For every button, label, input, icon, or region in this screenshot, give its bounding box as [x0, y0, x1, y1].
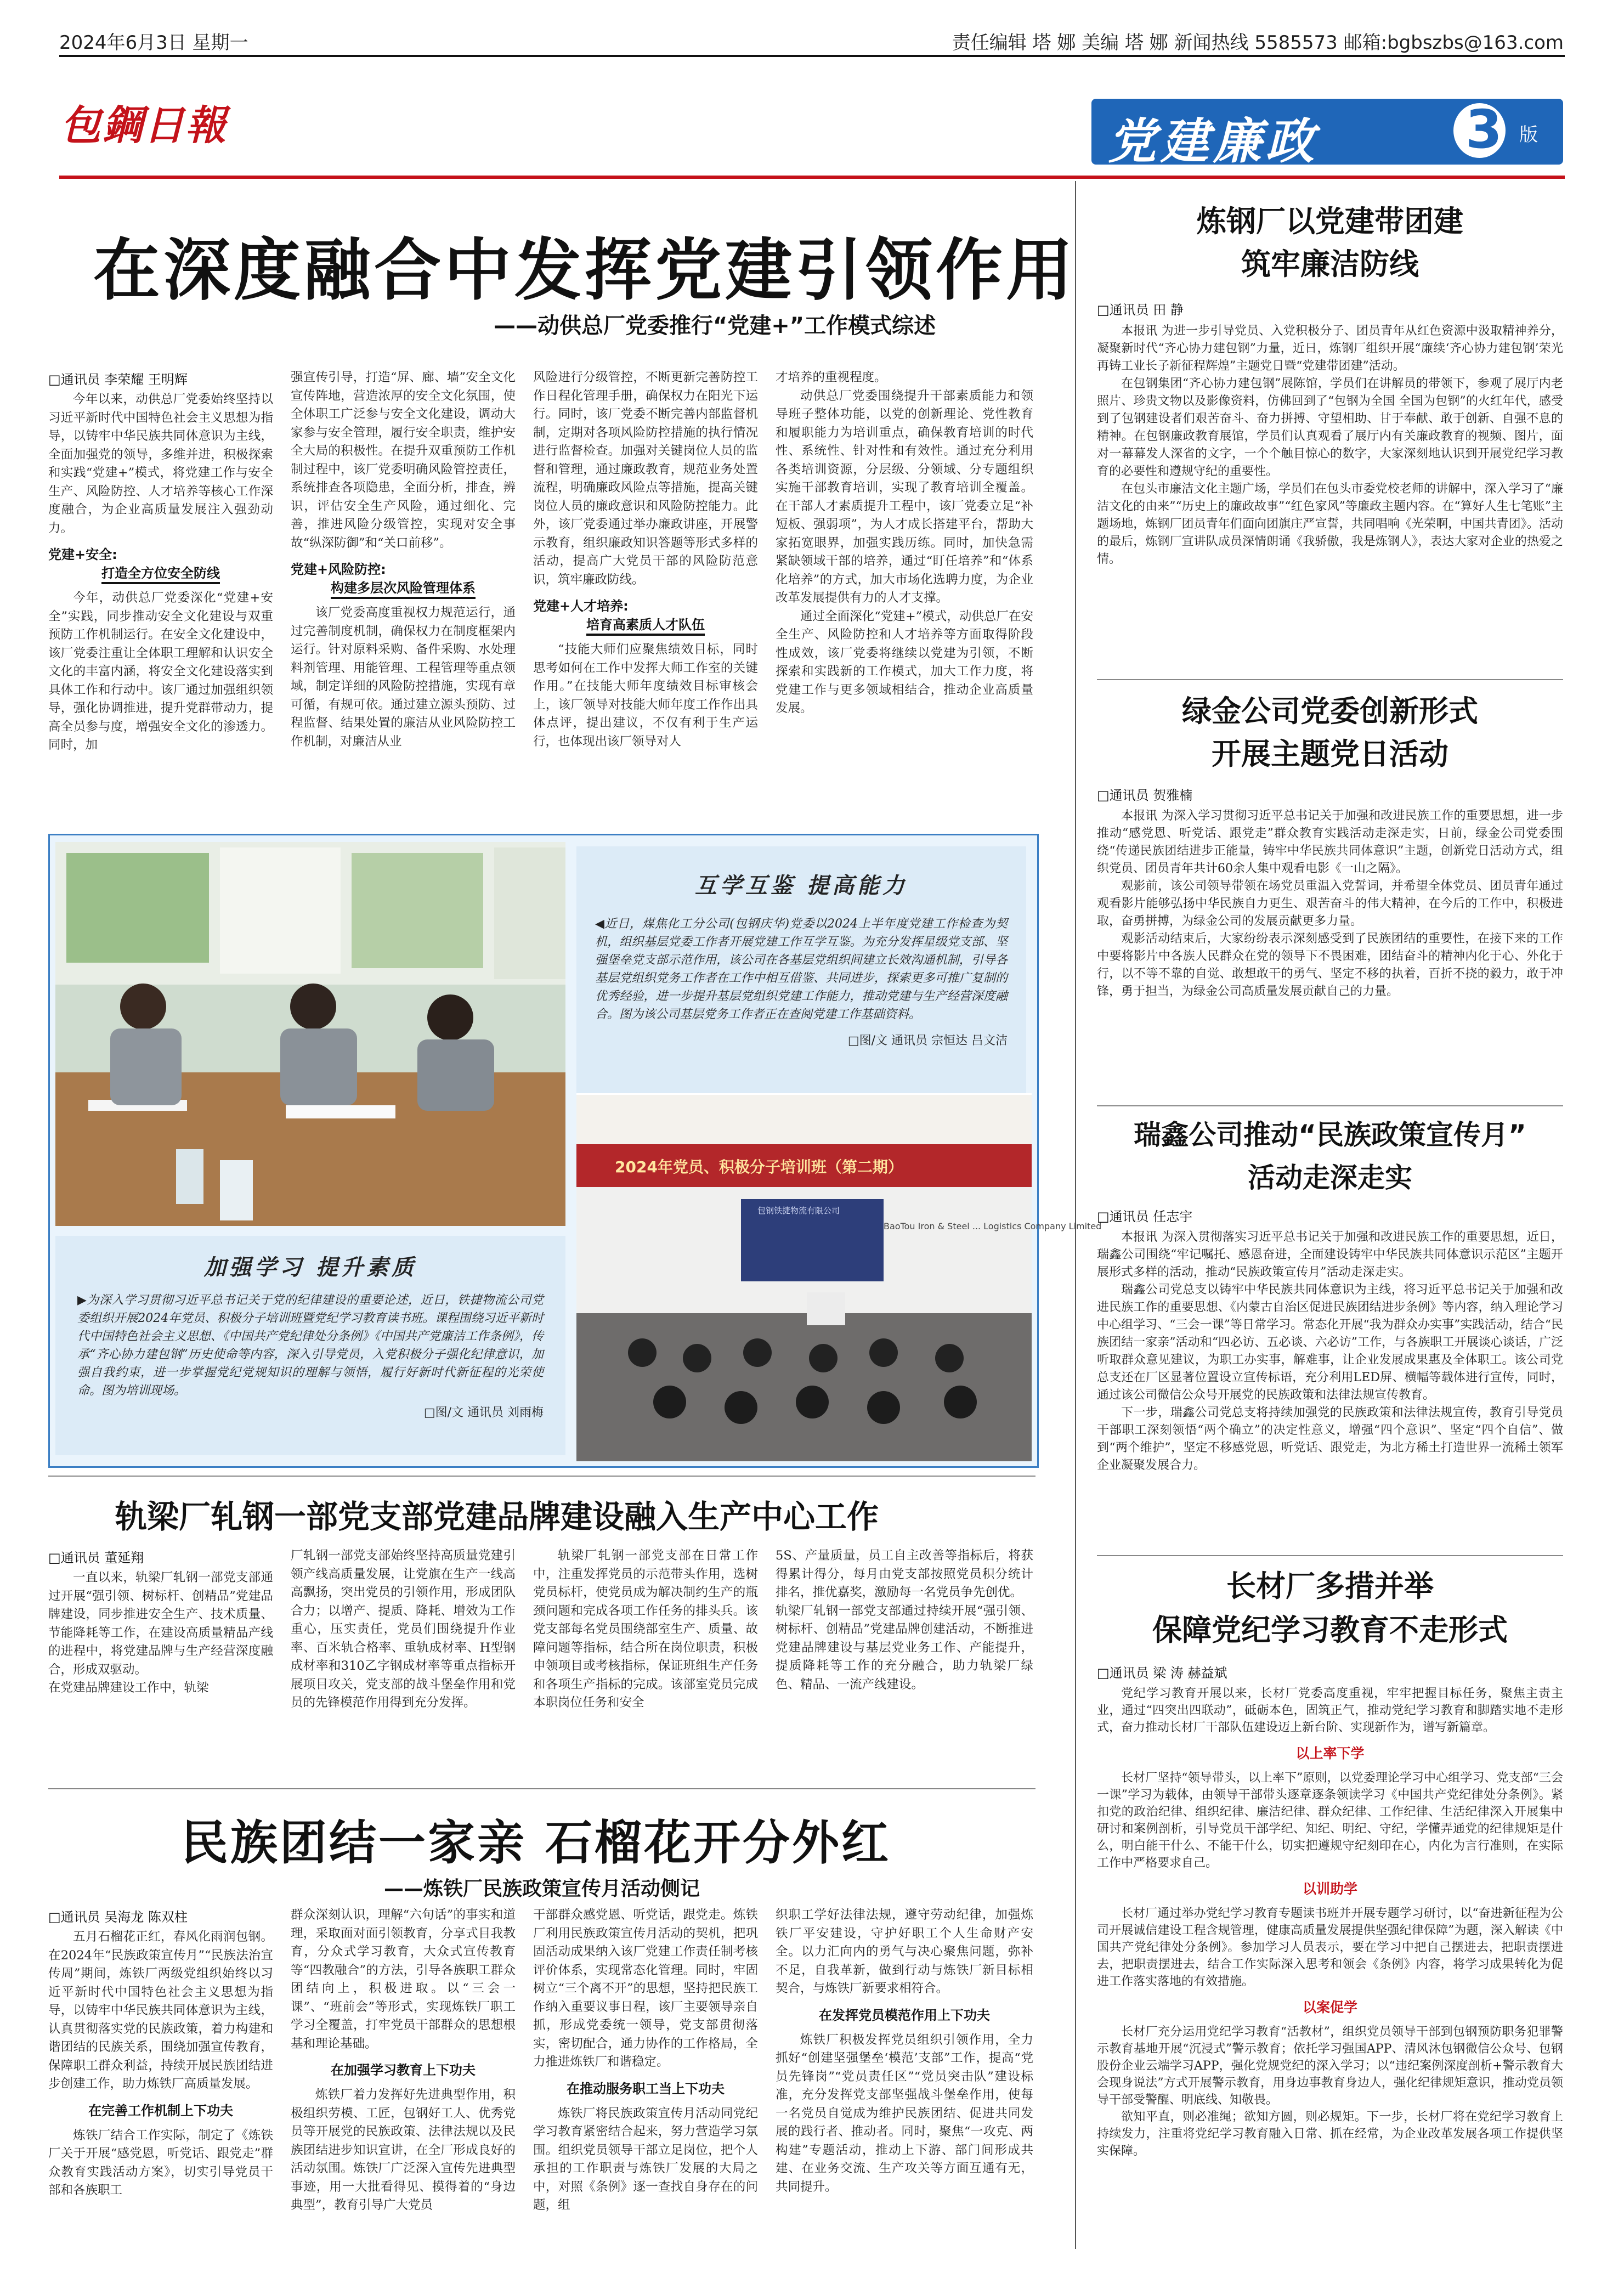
training-hall-illustration: [576, 1095, 1032, 1461]
paragraph: 在包钢集团“齐心协力建包钢”展陈馆，学员们在讲解员的带领下，参观了展厅内老照片、珍贵文物以及影像资料，仿佛回到了“包钢为全国 全国为包钢”的火红年代，感受到了包钢建设者们艰苦奋斗、奋力拼搏、守望相助、甘于奉献、敢于创新、自强不息的精神。在包钢廉政教育展馆，学员们认真观看了展厅内有关廉政教育的视频、图片，面对一幕幕发人深省的文字，一个个触目惊心的数字，大家深刻地认识到开展党纪学习教育的必要性和遵规守纪的重要性。: [1097, 377, 1563, 478]
masthead-rule: [59, 176, 1565, 179]
subhead-text: 构建多层次风险管理体系: [331, 580, 476, 599]
right-article-4-title: [1097, 1564, 1563, 1652]
right-rule-1: [1097, 679, 1563, 680]
bottom-column-1: [48, 1928, 273, 2252]
bottom-subtitle: ——炼铁厂民族政策宣传月活动侧记: [384, 1878, 700, 1900]
paragraph: 党纪学习教育开展以来，长材厂党委高度重视，牢牢把握目标任务，聚焦主责主业，通过“四突出四联动”，砥砺本色，固筑正气，推动党纪学习教育和脚踏实地不走形式，奋力推动长材厂干部队伍建设迈上新台阶、实现新作为，谱写新篇章。: [1097, 1687, 1563, 1734]
issue-date: 2024年6月3日 星期一: [59, 32, 248, 54]
paragraph: 才培养的重视程度。: [776, 370, 887, 385]
paragraph: 本报讯 为深入学习贯彻习近平总书记关于加强和改进民族工作的重要思想，进一步推动“感党恩、听党话、跟党走”群众教育实践活动走深走实，日前，绿金公司党委围绕“传递民族团结进步正能量，铸牢中华民族共同体意识”主题，创新党日活动方式，组织党员、团员青年共计60余人集中观看电影《一山之隔》。: [1097, 809, 1563, 875]
section-title: 党建廉政: [1108, 113, 1319, 169]
lead-subhead-1: [48, 545, 273, 583]
subhead-text: 打造全方位安全防线: [101, 566, 220, 584]
right-article-4-byline: □通讯员 梁 涛 赫益斌: [1097, 1665, 1227, 1681]
right-article-1-byline: □通讯员 田 静: [1097, 302, 1184, 318]
right-article-3-byline: □通讯员 任志宇: [1097, 1209, 1193, 1224]
right-article-1-title: [1097, 200, 1563, 286]
bottom-subhead-2: 在加强学习教育上下功夫: [331, 2062, 476, 2078]
lead-subhead-2: [291, 560, 516, 597]
editor-line: 责任编辑 塔 娜 美编 塔 娜 新闻热线 5585573 邮箱:bgbszbs@163.com: [952, 32, 1564, 54]
bottom-byline: □通讯员 吴海龙 陈双柱: [48, 1909, 188, 1925]
title-line: 开展主题党日活动: [1212, 737, 1448, 771]
page-number-circle: [1453, 99, 1506, 160]
caption-panel-left: [55, 1236, 565, 1455]
paragraph: 织职工学好法律法规，遵守劳动纪律，加强炼铁厂平安建设，守护好职工个人生命财产安全。以力汇向内的勇气与决心聚焦问题，弥补不足，自我革新，做到行动与炼铁厂新目标相契合，与炼铁厂新要求相符合。: [776, 1908, 1033, 1996]
right-article-4-subhead-3: 以案促学: [1302, 1999, 1357, 2015]
caption-text-right: ◀近日，煤焦化工分公司(包钢庆华)党委以2024上半年度党建工作检查为契机，组织基层党委工作者开展党建工作互学互鉴。为充分发挥星级党支部、坚强堡垒党支部示范作用，该公司在各基层党组织间建立长效沟通机制，引导各基层党组织党务工作者在工作中相互借鉴、共同进步，探索更多可推广复制的优秀经验，进一步提升基层党组织党建工作能力，推动党建与生产经营深度融合。图为该公司基层党务工作者正在查阅党建工作基础资料。: [595, 917, 1008, 1021]
paragraph: 欲知平直，则必准绳；欲知方圆，则必规矩。下一步，长材厂将在党纪学习教育上持续发力，注重将党纪学习教育融入日常、抓在经常，为企业改革发展各项工作提供坚实保障。: [1097, 2110, 1563, 2158]
bottom-column-3: [533, 1906, 758, 2252]
bottom-title: 民族团结一家亲 石榴花开分外红: [181, 1816, 891, 1870]
subhead-prefix: 党建+人才培养:: [533, 598, 629, 614]
bottom-column-4: [776, 1906, 1033, 2252]
paragraph: 长材厂充分运用党纪学习教育“活教材”，组织党员领导干部到包钢预防职务犯罪警示教育基地开展“沉浸式”警示教育；依托学习强国APP、清风沐包钢微信公众号、包钢股份企业云端学习APP，强化党规党纪的深入学习；以“违纪案例深度剖析+警示教育大会现身说法”方式开展警示教育，用身边事教育身边人，强化纪律规矩意识，推动党员领导干部受警醒、明底线、知敬畏。: [1097, 2025, 1563, 2107]
bottom-top-rule: [48, 1788, 1035, 1789]
header-rule: [59, 55, 1565, 57]
caption-title-left: 加强学习 提升素质: [204, 1254, 417, 1280]
section-banner: [1091, 99, 1563, 169]
right-rule-3: [1097, 1555, 1563, 1556]
right-article-4-subhead-2: 以训助学: [1302, 1881, 1357, 1897]
paragraph: 动供总厂党委围绕提升干部素质能力和领导班子整体功能，以党的创新理论、党性教育和履职能力为培训重点，确保教育培训的时代性、系统性、针对性和有效性。通过充分利用各类培训资源，分层级、分领域、分专题组织实施干部教育培训，实现了教育培训全覆盖。在干部人才素质提升工程中，该厂党委立足“补短板、强弱项”，为人才成长搭建平台，帮助大家拓宽眼界，加强实践历练。同时，加快急需紧缺领域干部的培养，通过“盯任培养”和“体系化培养”的方式，加大市场化选聘力度，为企业改革发展提供有力的人才支撑。: [776, 388, 1033, 605]
paragraph: 五月石榴花正红，春风化雨润包钢。在2024年“民族政策宣传月”“民族法治宣传周”期间，炼铁厂两级党组织始终以习近平新时代中国特色社会主义思想为指导，以铸牢中华民族共同体意识为主线，认真贯彻落实党的民族政策，着力构建和谐团结的民族关系，围绕加强宣传教育，保障职工群众利益，持续开展民族团结进步创建工作，助力炼铁厂高质量发展。: [48, 1930, 273, 2091]
paragraph: 长材厂坚持“领导带头，以上率下”原则，以党委理论学习中心组学习、党支部“三会一课”学习为载体，由领导干部带头逐章逐条领读学习《中国共产党纪律处分条例》。紧扣党的政治纪律、组织纪律、廉洁纪律、群众纪律、工作纪律、生活纪律深入开展集中研讨和案例剖析，引导党员干部学纪、知纪、明纪、守纪，学懂弄通党的纪律规矩是什么，明白能干什么、不能干什么，切实把遵规守纪刻印在心，内化为言行准则，在实际工作中严格要求自己。: [1097, 1771, 1563, 1870]
paragraph: 炼铁厂结合工作实际，制定了《炼铁厂关于开展“感党恩，听党话、跟党走”群众教育实践活动方案》，切实引导党员干部和各族职工: [48, 2128, 273, 2197]
title-line: 保障党纪学习教育不走形式: [1152, 1613, 1508, 1647]
lead-subhead-3: [533, 597, 758, 634]
middle-column-1: 一直以来，轨梁厂轧钢一部党支部通过开展“强引领、树标杆、创精品”党建品牌建设，同步推进安全生产、技术质量、节能降耗等工作，在建设高质量精品产线的进程中，将党建品牌与生产经营深度融合，形成双驱动。 在党建品牌建设工作中，轨梁: [48, 1570, 273, 1695]
title-line: 长材厂多措并举: [1226, 1569, 1434, 1603]
subhead-prefix: 党建+风险防控:: [291, 562, 386, 577]
subhead-text: 培育高素质人才队伍: [586, 617, 705, 636]
paragraph: 今年以来，动供总厂党委始终坚持以习近平新时代中国特色社会主义思想为指导，以铸牢中华民族共同体意识为主线，全面加强党的领导，多维并进，积极探索和实践“党建+”模式，将党建工作与安全生产、风险防控、人才培养等核心工作深度融合，为企业高质量发展注入强劲动力。: [48, 392, 273, 535]
caption-title-right: 互学互鉴 提高能力: [695, 873, 908, 898]
title-line: 活动走深走实: [1248, 1162, 1412, 1194]
subhead-prefix: 党建+安全:: [48, 547, 117, 562]
middle-top-rule: [48, 1476, 1035, 1477]
lead-subtitle: ——动供总厂党委推行“党建+”工作模式综述: [494, 313, 936, 338]
page-suffix: 版: [1519, 124, 1538, 146]
title-line: 筑牢廉洁防线: [1241, 247, 1419, 281]
paragraph: 本报讯 为深入贯彻落实习近平总书记关于加强和改进民族工作的重要思想，近日，瑞鑫公司围绕“牢记嘱托、感恩奋进，全面建设铸牢中华民族共同体意识示范区”主题开展形式多样的活动，推动“民族政策宣传月”活动走深走实。: [1097, 1230, 1563, 1279]
paragraph: 通过全面深化“党建+”模式，动供总厂在安全生产、风险防控和人才培养等方面取得阶段性成效，该厂党委将继续以党建为引领，不断探索和实践新的工作模式，加大工作力度，将党建工作与更多领域相结合，推动企业高质量发展。: [776, 609, 1033, 715]
title-line: 瑞鑫公司推动“民族政策宣传月”: [1134, 1119, 1526, 1151]
hall-wall-text: BaoTou Iron & Steel ... Logistics Company Limited: [884, 1221, 1102, 1231]
right-article-3-body: [1097, 1229, 1563, 1552]
lead-title: 在深度融合中发挥党建引领作用: [93, 231, 1076, 309]
caption-text-left: ▶为深入学习贯彻习近平总书记关于党的纪律建设的重要论述，近日，铁捷物流公司党委组织开展2024年党员、积极分子培训班暨党纪学习教育读书班。课程围绕习近平新时代中国特色社会主义思想、《中国共产党纪律处分条例》《中国共产党廉洁工作条例》，传承“齐心协力建包钢”历史使命等内容，深入引导党员，入党积极分子强化纪律意识，加强自我约束，进一步掌握党纪党规知识的理解与领悟，履行好新时代新征程的光荣使命。图为培训现场。: [77, 1293, 544, 1398]
middle-column-3: 轨梁厂轧钢一部党支部在日常工作中，注重发挥党员的示范带头作用，选树党员标杆，使党员成为解决制约生产的瓶颈问题和完成各项工作任务的排头兵。该党支部每名党员围绕部室生产、质量、故障问题等指标，结合所在岗位职责，积极申领项目或考核指标，保证班组生产任务和各项生产指标的完成。该部室党员完成本职岗位任务和安全: [533, 1548, 758, 1710]
right-article-2-title: [1097, 690, 1563, 776]
title-line: 绿金公司党委创新形式: [1182, 694, 1478, 728]
photo-office-meeting: [55, 842, 565, 1226]
paragraph: 下一步，瑞鑫公司党总支将持续加强党的民族政策和法律法规宣传，教育引导党员干部职工深刻领悟“两个确立”的决定性意义，增强“四个意识”、坚定“四个自信”、做到“两个维护”，坚定不移感党恩，听党话、跟党走，为北方稀土打造世界一流稀土领军企业凝聚发展合力。: [1097, 1406, 1563, 1472]
paragraph: 在包头市廉洁文化主题广场，学员们在包头市委党校老师的讲解中，深入学习了“廉洁文化的由来”“历史上的廉政故事”“红色家风”等廉政主题内容。在“算好人生七笔账”主题场地，炼钢厂团员青年们面向团旗庄严宣誓，共同唱响《光荣啊，中国共青团》。活动的最后，炼钢厂宣讲队成员深情朗诵《我骄傲，我是炼钢人》，表达大家对企业的热爱之情。: [1097, 482, 1563, 566]
right-article-4-subhead-1: 以上率下学: [1295, 1745, 1365, 1761]
office-meeting-illustration: [55, 842, 565, 1226]
photo-training-hall: [576, 1093, 1102, 1461]
middle-column-4: 5S、产量质量，员工自主改善等指标后，将获得累计得分，每月由党支部按照党员积分统计排名，推优嘉奖，激励每一名党员争先创优。 轨梁厂轧钢一部党支部通过持续开展“强引领、树标杆、创精品”党建品牌创建活动，不断推进党建品牌建设与基层党业务工作、产能提升，提质降耗等工作的充分融合，助力轨梁厂绿色、精品、一流产线建设。: [776, 1548, 1033, 1692]
middle-byline: □通讯员 董延翔: [48, 1550, 144, 1565]
caption-credit-right: □图/文 通讯员 宗恒达 吕文洁: [847, 1034, 1008, 1048]
right-rule-2: [1097, 1105, 1563, 1106]
title-line: 炼钢厂以党建带团建: [1197, 204, 1463, 239]
hall-screen-company: 包钢铁捷物流有限公司: [757, 1206, 840, 1216]
bottom-subhead-3: 在推动服务职工当上下功夫: [567, 2081, 725, 2096]
paragraph: 干部群众感党恩、听党话，跟党走。炼铁厂利用民族政策宣传月活动的契机，把巩固活动成果纳入该厂党建工作责任制考核评价体系，实现常态化管理。同时，牢固树立“三个离不开”的思想，坚持把民族工作纳入重要议事日程，该厂主要领导亲自抓，形成党委统一领导，党支部贯彻落实，密切配合，通力协作的工作格局，全力推进炼铁厂和谐稳定。: [533, 1908, 758, 2069]
right-article-4-body: [1097, 1685, 1563, 2250]
masthead-logo: 包鋼日報: [60, 102, 227, 149]
paragraph: 瑞鑫公司党总支以铸牢中华民族共同体意识为主线，将习近平总书记关于加强和改进民族工作的重要思想、《内蒙古自治区促进民族团结进步条例》等内容，纳入理论学习中心组学习、“三会一课”等日常学习。常态化开展“我为群众办实事”实践活动，结合“民族团结一家亲”活动和“四必访、五必谈、六必访”工作，与各族职工开展谈心谈话，广泛听取群众意见建议，为职工办实事，解难事，让企业发展成果惠及全体职工。该公司党总支还在厂区显著位置设立宣传标语，充分利用LED屏、横幅等载体进行宣传，同时，通过该公司微信公众号开展党的民族政策和法律法规宣传教育。: [1097, 1283, 1563, 1402]
paragraph: “技能大师们应聚焦绩效目标，同时思考如何在工作中发挥大师工作室的关键作用。”在技能大师年度绩效目标审核会上，该厂领导对技能大师年度工作作出具体点评，提出建议，不仅有利于生产运行，也体现出该厂领导对人: [533, 642, 758, 749]
paragraph: 本报讯 为进一步引导党员、入党积极分子、团员青年从红色资源中汲取精神养分，凝聚新时代“齐心协力建包钢”力量，近日，炼钢厂组织开展“廉续‘齐心协力建包钢’荣光 再铸工业长子新征程辉煌”主题党日暨“党建带团建”活动。: [1097, 324, 1563, 373]
right-article-3-title: [1097, 1114, 1563, 1199]
paragraph: 炼铁厂积极发挥党员组织引领作用，全力抓好“创建坚强堡垒‘模范’支部”工作，提高“党员先锋岗”“党员责任区”“党员突击队”建设标准，充分发挥党支部坚强战斗堡垒作用，使每一名党员自觉成为维护民族团结、促进共同发展的践行者、推动者。同时，聚焦“一攻克、两构建”专题活动，推动上下游、部门间形成共建、在业务交流、生产攻关等方面互通有无，共同提升。: [776, 2032, 1033, 2194]
paragraph: 该厂党委高度重视权力规范运行，通过完善制度机制，确保权力在制度框架内运行。针对原料采购、备件采购、水处理料剂管理、用能管理、工程管理等重点领域，制定详细的风险防控措施，实现有章可循，有规可依。通过建立源头预防、过程监督、结果处置的廉洁从业风险防控工作机制，对廉洁从业: [291, 606, 516, 749]
right-article-1-body: [1097, 323, 1563, 674]
paragraph: 观影活动结束后，大家纷纷表示深刻感受到了民族团结的重要性，在接下来的工作中要将影片中各族人民群众在党的领导下不畏困难，团结奋斗的精神内化于心、外化于行，以不等不靠的自觉、敢想敢干的勇气、坚定不移的执着，百折不挠的毅力，敢于冲锋，勇于担当，为绿金公司高质量发展贡献自己的力量。: [1097, 932, 1563, 998]
paragraph: 长材厂通过举办党纪学习教育专题读书班并开展专题学习研讨，以“奋进新征程为公司开展诚信建设工程含规管理，健康高质量发展提供坚强纪律保障”为题，深入解读《中国共产党纪律处分条例》。参加学习人员表示，要在学习中把自己摆进去，把职责摆进去，把职责摆进去，结合工作实际深入思考和领会《条例》内容，将学习成果转化为促进工作落实落地的有效措施。: [1097, 1907, 1563, 1988]
lead-byline: □通讯员 李荣耀 王明辉: [48, 372, 188, 387]
paragraph: 炼铁厂着力发挥好先进典型作用，积极组织劳模、工匠，包钢好工人、优秀党员等开展党的民族政策、法律法规以及民族团结进步知识宣讲，在全厂形成良好的活动氛围。炼铁厂广泛深入宣传先进典型事迹，用一大批看得见、摸得着的“身边典型”，教育引导广大党员: [291, 2088, 516, 2212]
paragraph: 群众深刻认识，理解“六句话”的事实和道理，采取面对面引领教育，分享式目我教育，分众式学习教育，大众式宣传教育等“四教融合”的方法，引导各族职工群众团结向上，积极进取。以“三会一课”、“班前会”等形式，实现炼铁厂职工学习全覆盖，打牢党员干部群众的思想根基和理论基础。: [291, 1908, 516, 2051]
right-column-divider: [1075, 181, 1076, 2249]
paragraph: 观影前，该公司领导带领在场党员重温入党誓词，并希望全体党员、团员青年通过观看影片能够弘扬中华民族自力更生、艰苦奋斗的伟大精神，在今后的工作中，积极进取，奋勇拼搏，为绿金公司的发展贡献更多力量。: [1097, 879, 1563, 928]
page-number: 3: [1465, 99, 1502, 160]
paragraph: 风险进行分级管控，不断更新完善防控工作日程化管理手册，确保权力在阳光下运行。同时，该厂党委不断完善内部监督机制，定期对各项风险防控措施的执行情况进行监督检查。加强对关键岗位人员的监督和管理，通过廉政教育，规范业务处置流程，明确廉政风险点等措施，提高关键岗位人员的廉政意识和风险防控能力。此外，该厂党委通过举办廉政讲座，开展警示教育，组织廉政知识答题等形式多样的活动，提高广大党员干部的风险防范意识，筑牢廉政防线。: [533, 370, 758, 587]
hall-screen: [757, 1205, 867, 1217]
bottom-subhead-4: 在发挥党员模范作用上下功夫: [819, 2007, 990, 2023]
right-article-2-byline: □通讯员 贺雅楠: [1097, 788, 1193, 803]
hall-banner-text: 2024年党员、积极分子培训班（第二期）: [615, 1158, 903, 1176]
paragraph: 炼铁厂将民族政策宣传月活动同党纪学习教育紧密结合起来，努力营造学习氛围。组织党员领导干部立足岗位，把个人承担的工作职责与炼铁厂发展的大局之中，对照《条例》逐一查找自身存在的问题，组: [533, 2106, 758, 2212]
photo-feature-box: [48, 834, 1102, 1468]
caption-credit-left: □图/文 通讯员 刘雨梅: [423, 1406, 544, 1420]
middle-title: 轨梁厂轧钢一部党支部党建品牌建设融入生产中心工作: [115, 1498, 879, 1535]
bottom-column-2: [291, 1906, 516, 2252]
paragraph: 今年，动供总厂党委深化“党建+安全”实践，同步推动安全文化建设与双重预防工作机制运行。在安全文化建设中，该厂党委注重让全体职工理解和认识安全文化的丰富内涵，将安全文化建设落实到具体工作和行动中。该厂通过加强组织领导，强化协调推进，提升党群带动力，提高全员参与度，增强安全文化的渗透力。同时，加: [48, 591, 273, 752]
right-article-2-body: [1097, 807, 1563, 1104]
bottom-subhead-1: 在完善工作机制上下功夫: [88, 2103, 233, 2118]
middle-column-2: 厂轧钢一部党支部始终坚持高质量党建引领产线高质量发展，让党旗在生产一线高高飘扬，突出党员的引领作用，形成团队合力；以增产、提质、降耗、增效为工作重心，压实责任，党员们围绕提升作业率、百米轨合格率、重轨成材率、H型钢成材率和310乙字钢成材率等重点指标开展项目攻关，党支部的战斗堡垒作用和党员的先锋模范作用得到充分发挥。: [291, 1548, 516, 1710]
paragraph: 强宣传引导，打造“屏、廊、墙”安全文化宣传阵地，营造浓厚的安全文化氛围，使全体职工广泛参与安全文化建设，调动大家参与安全管理，履行安全职责，维护安全大局的积极性。在提升双重预防工作机制过程中，该厂党委明确风险管控责任，系统排查各项隐患，全面分析，排查，辨识，评估安全生产风险，通过细化、完善，推进风险分级管控，实现对安全事故“纵深防御”和“关口前移”。: [291, 370, 516, 550]
